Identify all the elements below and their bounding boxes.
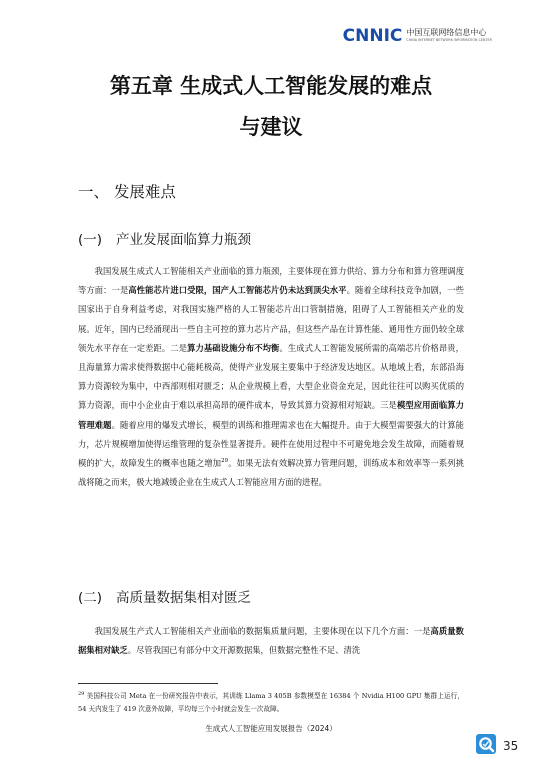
logo-cn-name: 中国互联网络信息中心 bbox=[406, 28, 487, 38]
section-heading: 一、 发展难点 bbox=[78, 183, 176, 201]
text-segment: 我国发展生成式人工智能相关产业面临的算力瓶颈，主要体现在算力供给、算力分布和算力管理调度等方面：一是 bbox=[78, 266, 464, 296]
bold-point-2: 算力基础设施分布不均衡 bbox=[187, 342, 280, 353]
footnote bbox=[78, 688, 464, 716]
chapter-title-line2: 与建议 bbox=[239, 115, 303, 139]
subsection-heading-1 bbox=[78, 228, 251, 248]
chapter-title-line1: 第五章 生成式人工智能发展的难点 bbox=[109, 74, 433, 98]
logo-text bbox=[406, 29, 492, 42]
logo-mark: CNNIC bbox=[342, 26, 403, 46]
subsection-number: (一) bbox=[78, 232, 103, 248]
text-segment: 。随着全球科技竞争加剧，一些国家出于自身利益考虑，对我国实施严格的人工智能芯片出口管制措施，阻碍了人工智能相关产业的发展。近年，国内已经涌现出一些自主可控的算力芯片产品，但这些产品在计算性能、通用性方面仍较全球领先水平存在一定差距。二是 bbox=[78, 285, 464, 353]
text-segment: 。随着应用的爆发式增长，模型的训练和推理需求也在大幅提升。由于大模型需要强大的计算能力，芯片规模增加使得运维管理的复杂性显著提升。硬件在使用过程中不可避免地会发生故障，而随着规模的扩大，故障发生的概率也随之增加 bbox=[78, 419, 464, 469]
paragraph-compute-bottleneck bbox=[78, 262, 464, 492]
bold-point-1: 高质量数据集相对缺乏 bbox=[78, 626, 464, 656]
subsection-title: 产业发展面临算力瓶颈 bbox=[116, 232, 252, 248]
chapter-title bbox=[60, 66, 482, 148]
paragraph-dataset-quality bbox=[78, 622, 464, 660]
subsection-heading-2 bbox=[78, 586, 251, 606]
page-number: 35 bbox=[503, 739, 519, 753]
bold-point-3: 模型应用面临算力管理难题 bbox=[78, 400, 464, 430]
footnote-divider bbox=[78, 683, 218, 684]
text-segment: 我国发展生产式人工智能相关产业面临的数据集质量问题，主要体现在以下几个方面：一是 bbox=[94, 626, 431, 636]
footnote-reference[interactable]: 29 bbox=[221, 458, 229, 465]
text-segment: 。如果无法有效解决算力管理问题，训练成本和效率等一系列挑战将随之而来，极大地减缓企业在生成式人工智能应用方面的进程。 bbox=[78, 458, 464, 488]
footnote-number: 29 bbox=[78, 691, 85, 697]
bold-point-1: 高性能芯片进口受限，国产人工智能芯片仍未达到顶尖水平 bbox=[128, 285, 347, 296]
text-segment: 。尽管我国已有部分中文开源数据集，但数据完整性不足、清洗 bbox=[127, 645, 361, 656]
subsection-title: 高质量数据集相对匮乏 bbox=[116, 590, 252, 606]
cnnic-logo bbox=[343, 26, 492, 46]
text-segment: 。生成式人工智能发展所需的高端芯片价格昂贵，且海量算力需求使得数据中心能耗极高，使得产业发展主要集中于经济发达地区。从地域上看，东部沿海算力资源较为集中，中西部则相对匮乏；从企业规模上看，大型企业资金充足，因此往往可以购买优质的算力资源，而中小企业由于难以承担高昂的硬件成本，导致其算力资源相对短缺。三是 bbox=[78, 342, 464, 411]
logo-en-name: CHINA INTERNET NETWORK INFORMATION CENTER bbox=[406, 38, 492, 43]
footnote-text: 美国科技公司 Meta 在一份研究报告中表示，其训练 Llama 3 405B 参数模型在 16384 个 Nvidia H100 GPU 集群上运行，54 天内发生了 419 次意外故障，平均每三个小时就会发生一次故障。 bbox=[78, 692, 464, 714]
report-logo-icon bbox=[476, 734, 496, 754]
footer-report-title: 生成式人工智能应用发展报告（2024） bbox=[205, 724, 337, 733]
subsection-number: (二) bbox=[78, 590, 103, 606]
